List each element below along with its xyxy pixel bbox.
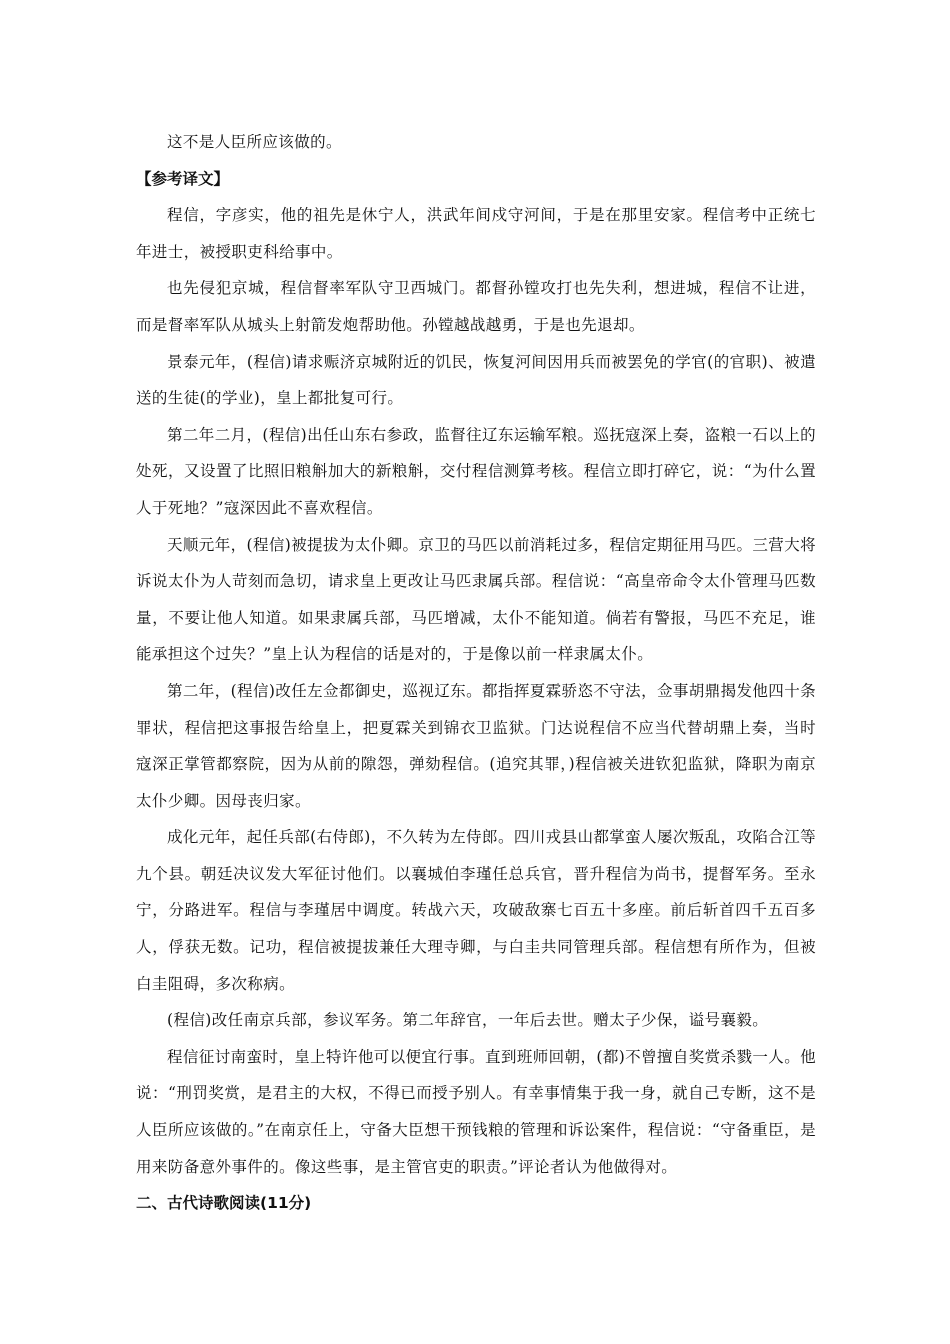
paragraph: 程信征讨南蛮时，皇上特许他可以便宜行事。直到班师回朝，(都)不曾擅自奖赏杀戮一人。他说：“刑罚奖赏，是君主的大权，不得已而授予别人。有幸事情集于我一身，就自己专断，这不是人臣所应该做的。”在南京任上，守备大臣想干预钱粮的管理和诉讼案件，程信说：“守备重臣，是用来防备意外事件的。像这些事，是主管官吏的职责。”评论者认为他做得对。 bbox=[136, 1047, 816, 1176]
document-page bbox=[136, 124, 816, 1222]
paragraph: 程信，字彦实，他的祖先是休宁人，洪武年间戍守河间，于是在那里安家。程信考中正统七年进士，被授职吏科给事中。 bbox=[136, 206, 816, 261]
paragraph: 第二年二月，(程信)出任山东右参政，监督往辽东运输军粮。巡抚寇深上奏，盗粮一石以上的处死，又设置了比照旧粮斛加大的新粮斛，交付程信测算考核。程信立即打碎它，说：“为什么置人于死地？”寇深因此不喜欢程信。 bbox=[136, 425, 816, 517]
next-section-heading: 二、古代诗歌阅读(11分) bbox=[136, 1194, 312, 1213]
paragraph: 也先侵犯京城，程信督率军队守卫西城门。都督孙镗攻打也先失利，想进城，程信不让进，而是督率军队从城头上射箭发炮帮助他。孙镗越战越勇，于是也先退却。 bbox=[136, 279, 816, 334]
paragraph: (程信)改任南京兵部，参议军务。第二年辞官，一年后去世。赠太子少保，谥号襄毅。 bbox=[167, 1011, 769, 1030]
paragraph: 成化元年，起任兵部(右侍郎)，不久转为左侍郎。四川戎县山都掌蛮人屡次叛乱，攻陷合江等九个县。朝廷决议发大军征讨他们。以襄城伯李瑾任总兵官，晋升程信为尚书，提督军务。至永宁，分路进军。程信与李瑾居中调度。转战六天，攻破敌寨七百五十多座。前后斩首四千五百多人，俘获无数。记功，程信被提拔兼任大理寺卿，与白圭共同管理兵部。程信想有所作为，但被白圭阻碍，多次称病。 bbox=[136, 828, 816, 993]
section-heading: 【参考译文】 bbox=[136, 169, 230, 188]
continuation-text: 这不是人臣所应该做的。 bbox=[167, 133, 342, 151]
paragraph: 第二年，(程信)改任左佥都御史，巡视辽东。都指挥夏霖骄恣不守法，佥事胡鼎揭发他四十条罪状，程信把这事报告给皇上，把夏霖关到锦衣卫监狱。门达说程信不应当代替胡鼎上奏，当时寇深正掌管都察院，因为从前的隙怨，弹劾程信。(追究其罪，)程信被关进钦犯监狱，降职为南京太仆少卿。因母丧归家。 bbox=[136, 681, 816, 810]
paragraph: 天顺元年，(程信)被提拔为太仆卿。京卫的马匹以前消耗过多，程信定期征用马匹。三营大将诉说太仆为人苛刻而急切，请求皇上更改让马匹隶属兵部。程信说：“高皇帝命令太仆管理马匹数量，不要让他人知道。如果隶属兵部，马匹增减，太仆不能知道。倘若有警报，马匹不充足，谁能承担这个过失？”皇上认为程信的话是对的，于是像以前一样隶属太仆。 bbox=[136, 535, 816, 664]
paragraph: 景泰元年，(程信)请求赈济京城附近的饥民，恢复河间因用兵而被罢免的学官(的官职)、被遣送的生徒(的学业)，皇上都批复可行。 bbox=[136, 352, 816, 408]
